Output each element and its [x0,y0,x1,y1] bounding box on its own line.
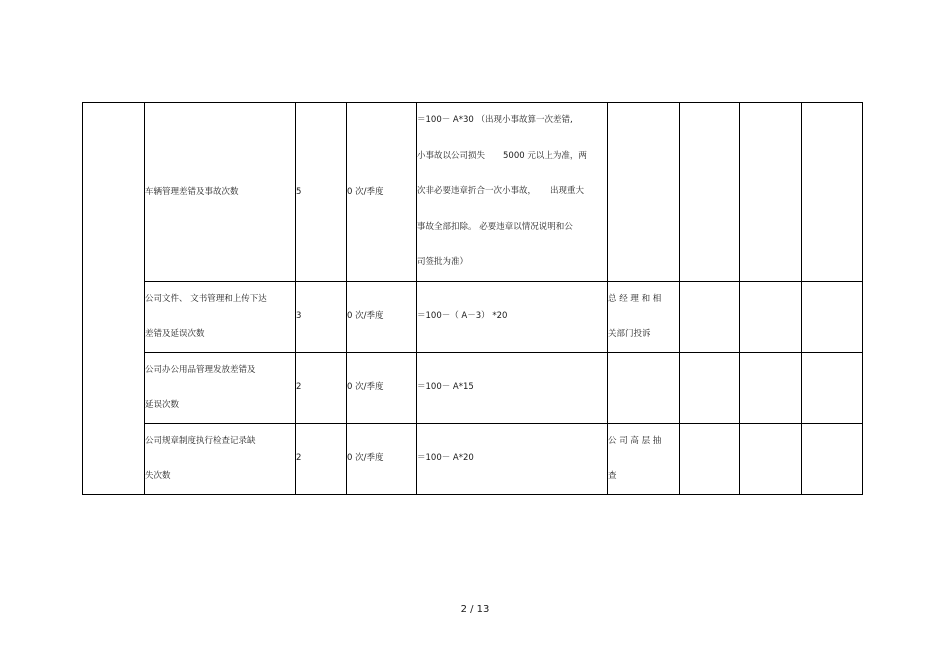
weight-cell [296,352,347,423]
formula-line: ＝100－ A*30 （出现小事故算一次差错, [417,115,573,125]
source-text: 查 [608,470,617,481]
score-cell [802,281,863,352]
weight-cell [296,103,347,282]
source-text: 关部门投诉 [608,328,651,339]
table-row [83,352,863,423]
formula-cell [417,352,608,423]
weight-cell [296,281,347,352]
item-cell [145,423,296,494]
formula-text: ＝100－ A*20 [417,453,474,464]
formula-fragment: 5000 元以上为准，两 [503,150,587,161]
formula-fragment: 出现重大 [550,186,585,196]
category-cell [83,103,145,495]
item-cell [145,352,296,423]
weight-value: 5 [296,186,302,197]
source-cell [608,103,680,282]
kpi-table [82,102,863,495]
target-value: 0 次/季度 [347,453,384,464]
item-text: 车辆管理差错及事故次数 [145,186,239,197]
item-text: 公司规章制度执行检查记录缺 [145,435,256,446]
formula-fragment: 次非必要违章折合一次小事故， [417,186,537,196]
item-text: 差错及延误次数 [145,328,205,339]
score-cell [680,281,740,352]
item-cell [145,281,296,352]
formula-fragment: 小事故以公司损失 [417,150,486,161]
score-cell [740,103,802,282]
score-cell [680,423,740,494]
weight-cell [296,423,347,494]
weight-value: 3 [296,311,302,322]
weight-value: 2 [296,382,302,393]
target-value: 0 次/季度 [347,311,384,322]
item-text: 公司文件、 文书管理和上传下达 [145,293,267,304]
source-text: 总 经 理 和 相 [608,293,662,304]
score-cell [740,423,802,494]
weight-value: 2 [296,453,302,464]
table-row [83,281,863,352]
formula-line [417,174,607,210]
score-cell [680,103,740,282]
score-cell [802,103,863,282]
target-value: 0 次/季度 [347,186,384,197]
target-value: 0 次/季度 [347,382,384,393]
item-text: 延误次数 [145,399,180,410]
source-cell [608,423,680,494]
table-row [83,423,863,494]
target-cell [347,103,417,282]
source-cell [608,281,680,352]
score-cell [740,352,802,423]
formula-text: ＝100－ A*15 [417,382,474,393]
formula-cell [417,103,608,282]
score-cell [802,423,863,494]
score-cell [740,281,802,352]
item-text: 公司办公用品管理发放差错及 [145,364,256,375]
formula-line: 事故全部扣除。 必要违章以情况说明和公 [417,221,573,232]
table-row [83,103,863,282]
page-number: 2 / 13 [460,604,490,615]
score-cell [680,352,740,423]
item-text: 失次数 [145,470,171,481]
formula-line: 司签批为准） [417,257,469,267]
formula-text: ＝100－（ A－3） *20 [417,311,508,322]
formula-cell [417,423,608,494]
formula-line [417,139,607,175]
item-cell [145,103,296,282]
score-cell [802,352,863,423]
source-text: 公 司 高 层 抽 [608,435,662,446]
target-cell [347,352,417,423]
formula-cell [417,281,608,352]
target-cell [347,423,417,494]
target-cell [347,281,417,352]
source-cell [608,352,680,423]
